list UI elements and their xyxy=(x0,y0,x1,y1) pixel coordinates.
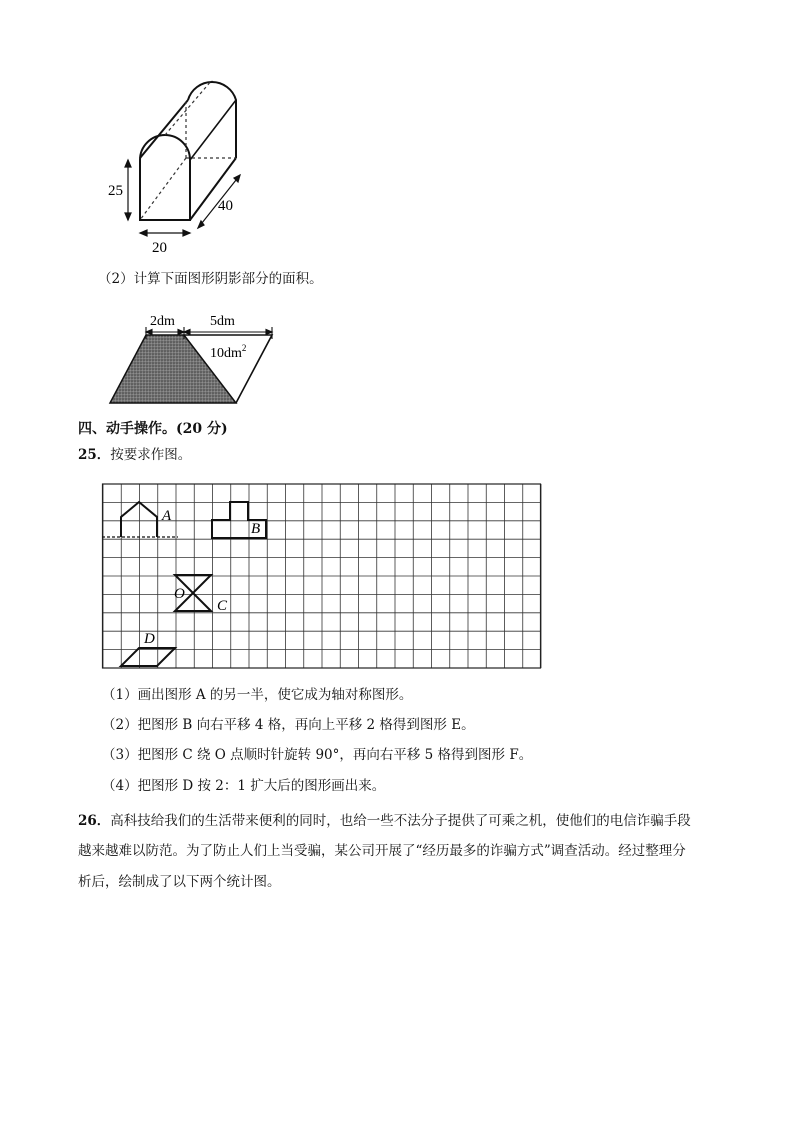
label-B: B xyxy=(251,521,261,537)
section4-title: 四、动手操作。(20 分) xyxy=(78,421,228,437)
height-label: 25 xyxy=(108,183,123,199)
label-O: O xyxy=(174,586,185,602)
q26-text-1: 高科技给我们的生活带来便利的同时，也给一些不法分子提供了可乘之机，使他们的电信诈骗手段 xyxy=(110,813,691,829)
q25-header xyxy=(78,446,191,464)
q25-item-1: （1）画出图形 A 的另一半，使它成为轴对称图形。 xyxy=(102,687,413,703)
q2-text: （2）计算下面图形阴影部分的面积。 xyxy=(98,271,323,287)
trapezoid-figure xyxy=(104,305,284,409)
box-figure xyxy=(100,80,260,260)
q26-number: 26． xyxy=(78,813,111,829)
q26-line-3: 析后，绘制成了以下两个统计图。 xyxy=(78,874,281,890)
length-label: 40 xyxy=(218,198,233,214)
q25-item-3: （3）把图形 C 绕 O 点顺时针旋转 90°，再向右平移 5 格得到图形 F。 xyxy=(102,747,533,763)
label-10dm2: $10dm^2$ xyxy=(210,343,247,361)
label-C: C xyxy=(217,598,228,614)
label-5dm: 5dm xyxy=(210,314,235,329)
label-A: A xyxy=(162,508,172,524)
q25-item-2: （2）把图形 B 向右平移 4 格，再向上平移 2 格得到图形 E。 xyxy=(102,717,475,733)
q25-item-4: （4）把图形 D 按 2：1 扩大后的图形画出来。 xyxy=(102,778,386,794)
label-2dm: 2dm xyxy=(150,314,175,329)
q26-line-2: 越来越难以防范。为了防止人们上当受骗，某公司开展了“经历最多的诈骗方式”调查活动。经过整理分 xyxy=(78,843,686,859)
width-label: 20 xyxy=(152,240,167,256)
label-D: D xyxy=(144,631,155,647)
q26-line-1 xyxy=(78,812,691,830)
q25-number: 25． xyxy=(78,447,111,463)
drawing-grid xyxy=(100,482,544,672)
q25-prompt: 按要求作图。 xyxy=(110,447,192,463)
